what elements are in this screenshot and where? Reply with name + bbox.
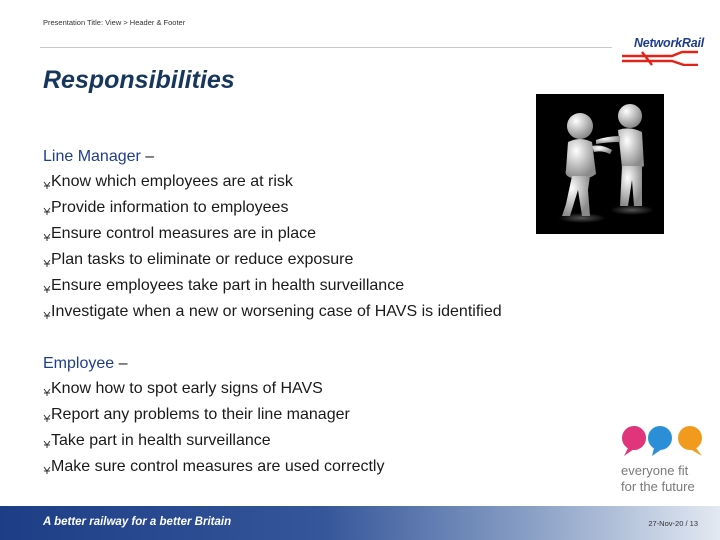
heading-dash: – (114, 355, 128, 372)
line-manager-item-text: Ensure employees take part in health surveillance (51, 277, 405, 294)
footer-date: 27-Nov-20 (648, 519, 684, 528)
employee-item-text: Know how to spot early signs of HAVS (51, 380, 323, 397)
footer-bar (0, 506, 720, 540)
line-manager-item-text: Plan tasks to eliminate or reduce exposure (51, 251, 354, 268)
logo-text: NetworkRail (633, 36, 704, 50)
footer-tagline: A better railway for a better Britain (43, 516, 232, 528)
employee-item (43, 406, 350, 424)
footer-page-info (648, 519, 698, 528)
bullet-arrow-icon (43, 465, 51, 475)
line-manager-heading (43, 148, 154, 166)
presentation-title: Presentation Title: View > Header & Footer (43, 18, 186, 27)
campaign-line-1: everyone fit (621, 463, 689, 478)
logo-swoosh-icon (612, 50, 708, 66)
line-manager-item (43, 251, 353, 269)
line-manager-item (43, 277, 404, 295)
bullet-arrow-icon (43, 439, 51, 449)
line-manager-item-text: Ensure control measures are in place (51, 225, 317, 242)
employee-item (43, 458, 384, 476)
employee-item (43, 380, 323, 398)
header-divider (40, 47, 612, 48)
line-manager-item (43, 173, 293, 191)
line-manager-item-text: Investigate when a new or worsening case of HAVS is identified (51, 303, 502, 320)
line-manager-item-text: Provide information to employees (51, 199, 289, 216)
page-title: Responsibilities (43, 66, 235, 94)
employee-heading-text: Employee (43, 355, 115, 372)
line-manager-item-text: Know which employees are at risk (51, 173, 293, 190)
footer-page-number: 13 (689, 519, 698, 528)
bullet-arrow-icon (43, 258, 51, 268)
line-manager-item (43, 303, 502, 321)
line-manager-heading-text: Line Manager (43, 148, 141, 165)
bullet-arrow-icon (43, 387, 51, 397)
everyone-fit-logo (618, 424, 712, 500)
figures-pointing-image (536, 94, 664, 234)
speech-bubbles-icon (618, 424, 712, 458)
bullet-arrow-icon (43, 232, 51, 242)
bullet-arrow-icon (43, 180, 51, 190)
employee-item-text: Make sure control measures are used correctly (51, 458, 385, 475)
line-manager-item (43, 225, 316, 243)
bullet-arrow-icon (43, 310, 51, 320)
line-manager-item (43, 199, 288, 217)
campaign-line-2: for the future (621, 479, 695, 494)
network-rail-logo (612, 30, 708, 68)
employee-item-text: Report any problems to their line manager (51, 406, 350, 423)
bullet-arrow-icon (43, 413, 51, 423)
heading-dash: – (140, 148, 155, 165)
employee-heading (43, 355, 128, 373)
bullet-arrow-icon (43, 284, 51, 294)
employee-item (43, 432, 271, 450)
bullet-arrow-icon (43, 206, 51, 216)
employee-item-text: Take part in health surveillance (51, 432, 271, 449)
footer-separator: / (685, 519, 688, 528)
